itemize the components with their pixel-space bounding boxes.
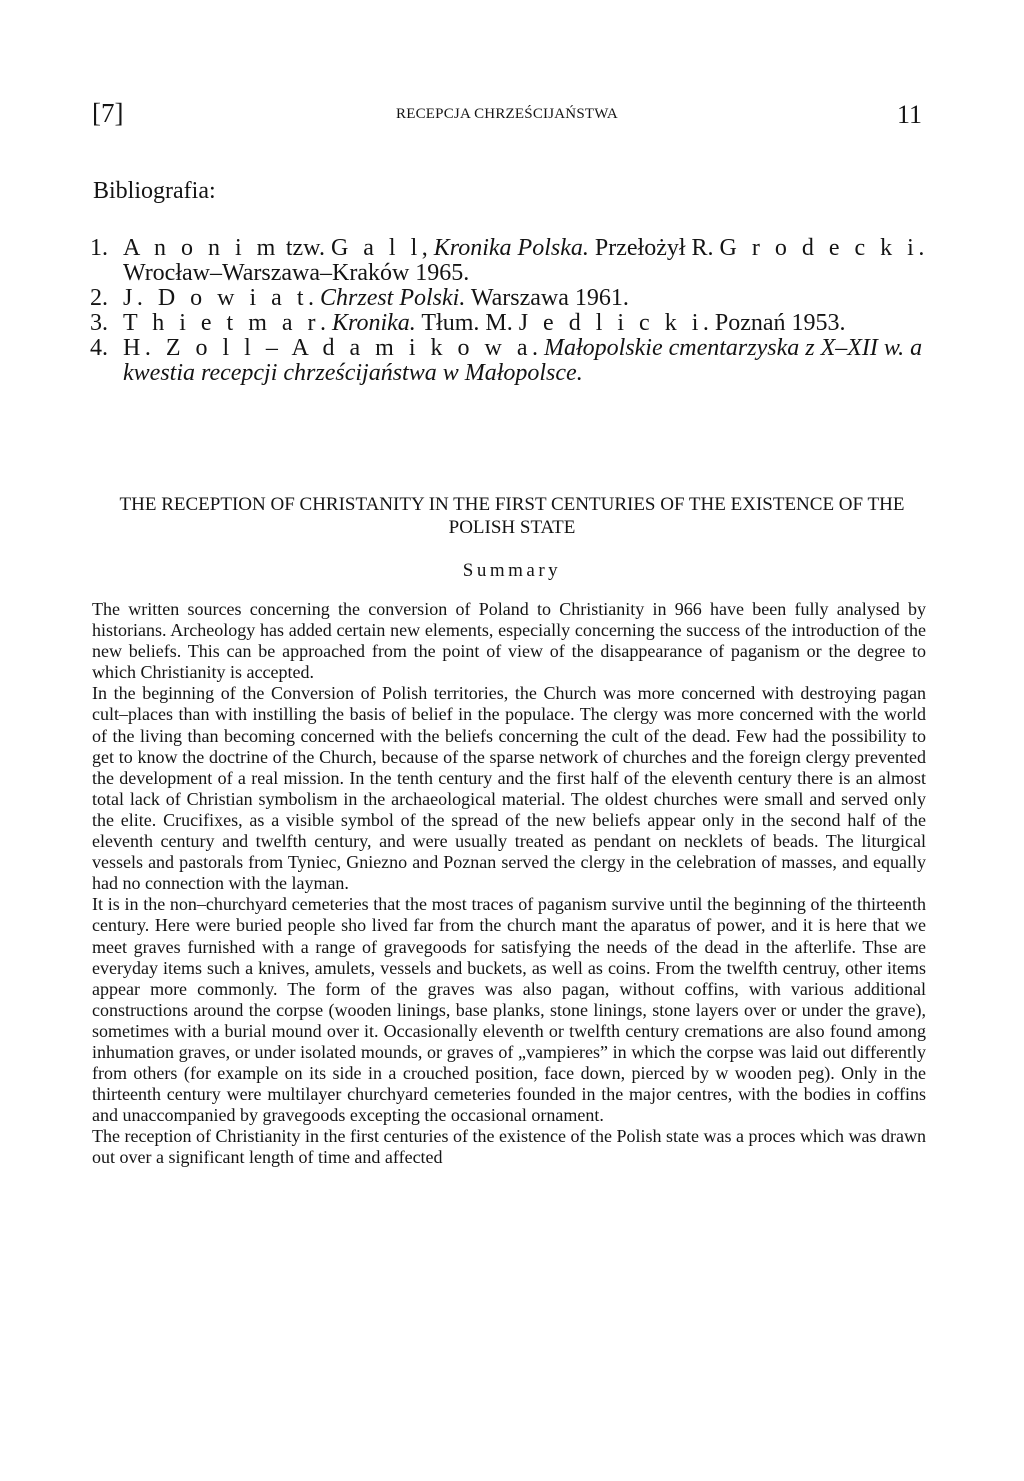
summary-paragraph: The written sources concerning the conversion of Poland to Christianity in 966 have been fully analysed by historians. Archeology has added certain new elements, especially concerning the success of the introduction of the new beliefs. This can be approached from the point of view of the disappearance of paganism or the degree to which Christianity is accepted.: [92, 599, 926, 683]
section-reference: [7]: [92, 98, 124, 128]
author: G a l l: [330, 235, 422, 261]
work-title: Małopolskie cmentarzyska z X–XII w. a kwestia recepcji chrześcijaństwa w Małopolsce.: [123, 335, 923, 386]
bibliography-item: [90, 286, 940, 311]
summary-body: [92, 599, 926, 1169]
bibliography-list: [90, 236, 940, 386]
summary-label: Summary: [462, 560, 562, 581]
work-title: Kronika Polska.: [433, 235, 589, 261]
item-number: 3.: [90, 310, 108, 336]
bibliography-heading: Bibliografia:: [93, 178, 216, 204]
separator: .: [531, 335, 544, 361]
text: . Poznań 1953.: [702, 310, 846, 336]
summary-paragraph: In the beginning of the Conversion of Polish territories, the Church was more concerned with destroying pagan cult–places than with instilling the basis of belief in the populace. The clergy was more concerned with the world of the living than becoming concerned with the beliefs concerning the cult of the dead. Few had the possibility to get to know the doctrine of the Church, because of the sparse network of churches and the foreign clergy prevented the development of a real mission. In the tenth century and the first half of the eleventh century there is an almost total lack of Christian symbolism in the archaeological material. The oldest churches were small and served only the elite. Crucifixes, as a visible symbol of the spread of the new beliefs appear only in the second half of the eleventh century and twelfth century, and were usually treated as pendant on necklets of beads. The liturgical vessels and pastorals from Tyniec, Gniezno and Poznan served the clergy in the celebration of masses, and equally had no connection with the layman.: [92, 683, 926, 894]
author: A n o n i m: [123, 235, 280, 261]
separator: ,: [421, 235, 434, 261]
work-title: Kronika.: [332, 310, 416, 336]
item-number: 1.: [90, 235, 108, 261]
summary-paragraph: It is in the non–churchyard cemeteries that the most traces of paganism survive until the beginning of the thirteenth century. Here were buried people sho lived far from the church mant the aparatus of power, and it is here that we meet graves furnished with a range of gravegoods for satisfying the needs of the dead in the afterlife. Thse are everyday items such a knives, amulets, vessels and buckets, as well as coins. From the twelfth centruy, other items appear more commonly. The form of the graves was also pagan, without coffins, with various additional constructions around the corpse (wooden linings, base planks, stone linings, stone layers over or under the grave), sometimes with a burial mound over it. Occasionally eleventh or twelfth century cremations are also found among inhumation graves, or under isolated mounds, or graves of „vampieres” in which the corpse was laid out differently from others (for example on its side in a crouched position, face down, pierced by w wooden peg). Only in the thirteenth century were multilayer churchyard cemeteries founded in the major centres, with the bodies in coffins and unaccompanied by gravegoods excepting the occasional ornament.: [92, 894, 926, 1126]
text: Tłum. M.: [415, 310, 519, 336]
text: Warszawa 1961.: [465, 285, 629, 311]
author: T h i e t m a r: [123, 310, 321, 336]
item-number: 2.: [90, 285, 108, 311]
page-number: 11: [896, 100, 922, 129]
translator: J e d l i c k i: [518, 310, 703, 336]
running-title: RECEPCJA CHRZEŚCIJAŃSTWA: [396, 106, 618, 122]
text: tzw.: [279, 235, 331, 261]
bibliography-item: [90, 236, 940, 286]
author: J. D o w i a t: [123, 285, 308, 311]
text: Przełożył R.: [588, 235, 720, 261]
item-number: 4.: [90, 335, 108, 361]
bibliography-item: [90, 311, 940, 336]
bibliography-item: [90, 336, 940, 386]
summary-paragraph: The reception of Christianity in the first centuries of the existence of the Polish state was a proces which was drawn out over a significant length of time and affected: [92, 1126, 926, 1168]
translator: G r o d e c k i: [719, 235, 919, 261]
running-header: [92, 98, 922, 138]
separator: .: [308, 285, 320, 311]
author: H. Z o l l – A d a m i k o w a: [123, 335, 532, 361]
summary-title: THE RECEPTION OF CHRISTANITY IN THE FIRST CENTURIES OF THE EXISTENCE OF THE POLISH STATE: [119, 494, 905, 538]
work-title: Chrzest Polski.: [320, 285, 466, 311]
separator: .: [320, 310, 333, 336]
text: . Wrocław–Warszawa–Kraków 1965.: [123, 235, 925, 286]
